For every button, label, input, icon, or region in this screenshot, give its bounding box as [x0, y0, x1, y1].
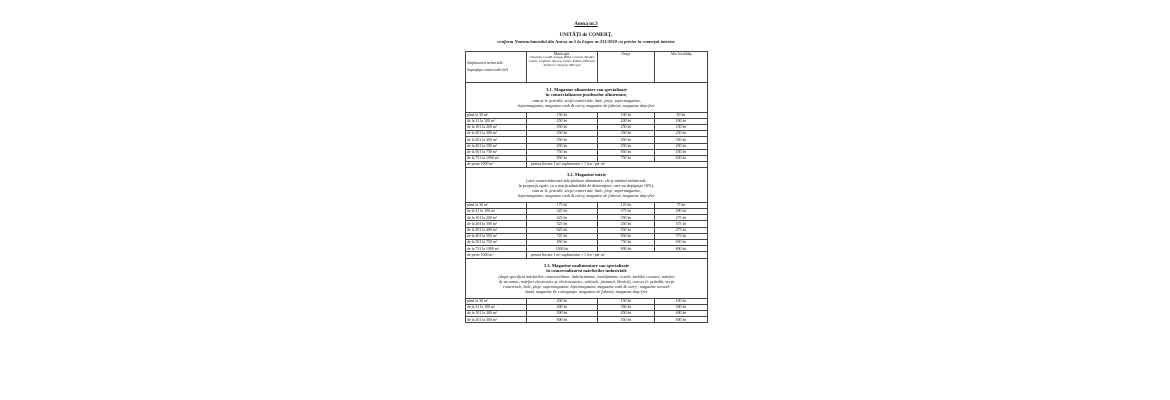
municipii-cell: 600 lei — [527, 317, 598, 323]
area-cell: de peste 1000 m² — [466, 252, 527, 258]
area-cell: de la 751 la 1000 m² — [466, 155, 527, 161]
document-subtitle: conform Nomenclatorului din Anexa nr.5 la Legea nr.231/2010 cu privire la comerţul interior — [497, 39, 675, 44]
header-alte-cell: Alte localităţi — [655, 51, 708, 82]
section-description: hipermagazine, magazine cash & carry, magazine de fabrică, magazine duty-free — [518, 192, 655, 198]
alte-cell: 150 lei — [655, 124, 708, 130]
municipii-cell: 1000 lei — [527, 246, 598, 252]
orase-cell: 450 lei — [598, 311, 655, 317]
area-cell: de la 101 la 200 m² — [466, 215, 527, 221]
header-orase-cell: Oraşe — [598, 51, 655, 82]
header-surface-label: Suprafaţa comercială (m²) — [467, 68, 509, 72]
section-title: 3.3. Magazine nealimentare sau specializate — [543, 262, 630, 268]
municipii-cell: 525 lei — [527, 221, 598, 227]
extra-rate-cell: pentru fiecare 1 m² suplimentar + 1 leu / per m² — [527, 162, 708, 168]
area-cell: de la 31 la 100 m² — [466, 118, 527, 124]
area-cell: de la 101 la 200 m² — [466, 311, 527, 317]
municipii-cell: 550 lei — [527, 137, 598, 143]
alte-cell: 800 lei — [655, 246, 708, 252]
area-cell: de peste 1000 m² — [466, 162, 527, 168]
orase-cell: 250 lei — [598, 124, 655, 130]
section-description: hipermagazine, magazine cash & carry, magazine de fabrică, magazine duty-free — [518, 102, 655, 108]
municipii-cell: 625 lei — [527, 227, 598, 233]
area-cell: până la 30 m² — [466, 202, 527, 208]
table-header-row — [466, 51, 708, 82]
area-cell: de la 201 la 300 m² — [466, 221, 527, 227]
municipii-cell: 350 lei — [527, 124, 598, 130]
orase-cell: 100 lei — [598, 112, 655, 118]
municipii-cell: 200 lei — [527, 298, 598, 304]
area-cell: până la 30 m² — [466, 298, 527, 304]
section-description: în proporţii egale, cu o marjă admisibilă de diferenţiere, care nu depăşeşte 10%), — [519, 182, 654, 188]
alte-cell: 75 lei — [655, 202, 708, 208]
section-3-3-heading — [466, 258, 708, 298]
area-cell: de la 101 la 200 m² — [466, 124, 527, 130]
orase-cell: 275 lei — [598, 209, 655, 215]
tariff-table — [465, 51, 708, 324]
document-title: UNITĂŢI de COMERŢ, — [559, 33, 613, 38]
alte-cell: 400 lei — [655, 311, 708, 317]
municipii-cell: 325 lei — [527, 209, 598, 215]
section-description: de uz casnic, mărfuri electronice şi electrocasnice, vehicule, farmacii, librării), cum ar fi: prăvălii, secţii — [498, 278, 675, 284]
orase-cell: 900 lei — [598, 246, 655, 252]
area-cell: de la 31 la 100 m² — [466, 209, 527, 215]
orase-cell: 350 lei — [598, 304, 655, 310]
header-area-cell — [466, 51, 527, 82]
area-cell: de la 31 la 100 m² — [466, 304, 527, 310]
table-row — [466, 317, 708, 323]
alte-cell: 450 lei — [655, 143, 708, 149]
orase-cell: 550 lei — [598, 317, 655, 323]
orase-cell: 750 lei — [598, 240, 655, 246]
area-cell: de la 201 la 300 m² — [466, 317, 527, 323]
area-cell: de la 301 la 400 m² — [466, 137, 527, 143]
section-title: 3.1. Magazine alimentare sau specializate — [546, 86, 627, 92]
alte-cell: 475 lei — [655, 227, 708, 233]
section-description: (care comercializează atât produse alimentare, cât şi mărfuri industriale, — [526, 177, 647, 183]
municipii-cell: 725 lei — [527, 233, 598, 239]
annex-label: Anexa nr.3 — [574, 22, 598, 27]
municipii-cell: 425 lei — [527, 215, 598, 221]
alte-cell: 250 lei — [655, 131, 708, 137]
header-placement-label: Amplasarea teritorială — [467, 60, 503, 65]
municipii-cell: 850 lei — [527, 240, 598, 246]
alte-cell: 50 lei — [655, 112, 708, 118]
municipii-cell: 650 lei — [527, 143, 598, 149]
municipii-cell: 250 lei — [527, 118, 598, 124]
area-cell: de la 301 la 400 m² — [466, 227, 527, 233]
section-title: în comercializarea produselor alimentare, — [545, 92, 628, 97]
orase-cell: 200 lei — [598, 118, 655, 124]
municipii-cell: 150 lei — [527, 112, 598, 118]
area-cell: de la 751 la 1000 m² — [466, 246, 527, 252]
municipii-cell: 400 lei — [527, 304, 598, 310]
orase-cell: 450 lei — [598, 137, 655, 143]
municipii-cell: 175 lei — [527, 202, 598, 208]
section-description: cum ar fi: prăvălii, secţii comerciale, hale, pieţe, supermagazine, — [531, 187, 642, 193]
section-3-1-heading — [466, 82, 708, 112]
section-description: comerciale, hale, pieţe, supermagazine, hipermagazine, magazine cash & carry , magazine second- — [503, 283, 670, 289]
orase-cell: 650 lei — [598, 149, 655, 155]
area-cell: de la 501 la 750 m² — [466, 149, 527, 155]
alte-cell: 500 lei — [655, 317, 708, 323]
alte-cell: 100 lei — [655, 118, 708, 124]
area-cell: de la 501 la 750 m² — [466, 240, 527, 246]
orase-cell: 150 lei — [598, 298, 655, 304]
municipii-cell: 750 lei — [527, 149, 598, 155]
area-cell: până la 30 m² — [466, 112, 527, 118]
section-description: cum ar fi: prăvălii, secţii comerciale, hale, pieţe, supermagazine, — [531, 97, 642, 103]
area-cell: de la 401 la 500 m² — [466, 233, 527, 239]
orase-cell: 125 lei — [598, 202, 655, 208]
alte-cell: 550 lei — [655, 149, 708, 155]
orase-cell: 350 lei — [598, 215, 655, 221]
alte-cell: 575 lei — [655, 233, 708, 239]
orase-cell: 650 lei — [598, 233, 655, 239]
municipii-cell: 500 lei — [527, 311, 598, 317]
extra-rate-cell: pentru fiecare 1 m² suplimentar + 1 leu / per m² — [527, 252, 708, 258]
header-municipii-list: Chişinău, Ceadîr-Lunga, Bălţi, Comrat, Bender, Cahul, Ungheni, Soroca, Orhei, Edineţ, Hînceşti, Strășeni, Căuşeni, Hînceşti — [528, 54, 596, 67]
orase-cell: 350 lei — [598, 131, 655, 137]
alte-cell: 350 lei — [655, 137, 708, 143]
section-description: (după specificul mărfurilor comercializate: îmbrăcăminte, încălţăminte, textile, mobilă, covoare, mărfuri — [498, 273, 675, 279]
area-cell: de la 201 la 300 m² — [466, 131, 527, 137]
alte-cell: 275 lei — [655, 215, 708, 221]
alte-cell: 650 lei — [655, 240, 708, 246]
section-description: hand, magazine de consignaţie, magazine de fabrică, magazine duty-free — [525, 288, 648, 294]
header-municipii-title: Municipii: — [553, 51, 571, 56]
orase-cell: 550 lei — [598, 227, 655, 233]
municipii-cell: 450 lei — [527, 131, 598, 137]
header-municipii-cell — [527, 51, 598, 82]
orase-cell: 750 lei — [598, 155, 655, 161]
alte-cell: 375 lei — [655, 221, 708, 227]
area-cell: de la 401 la 500 m² — [466, 143, 527, 149]
municipii-cell: 850 lei — [527, 155, 598, 161]
section-title: în comercializarea mărfurilor industriale — [546, 268, 627, 274]
alte-cell: 200 lei — [655, 209, 708, 215]
document-page — [465, 22, 707, 323]
alte-cell: 300 lei — [655, 304, 708, 310]
section-3-2-heading — [466, 168, 708, 203]
orase-cell: 550 lei — [598, 143, 655, 149]
orase-cell: 450 lei — [598, 221, 655, 227]
section-title: 3.2. Magazine mixte — [566, 172, 607, 178]
alte-cell: 100 lei — [655, 298, 708, 304]
alte-cell: 650 lei — [655, 155, 708, 161]
